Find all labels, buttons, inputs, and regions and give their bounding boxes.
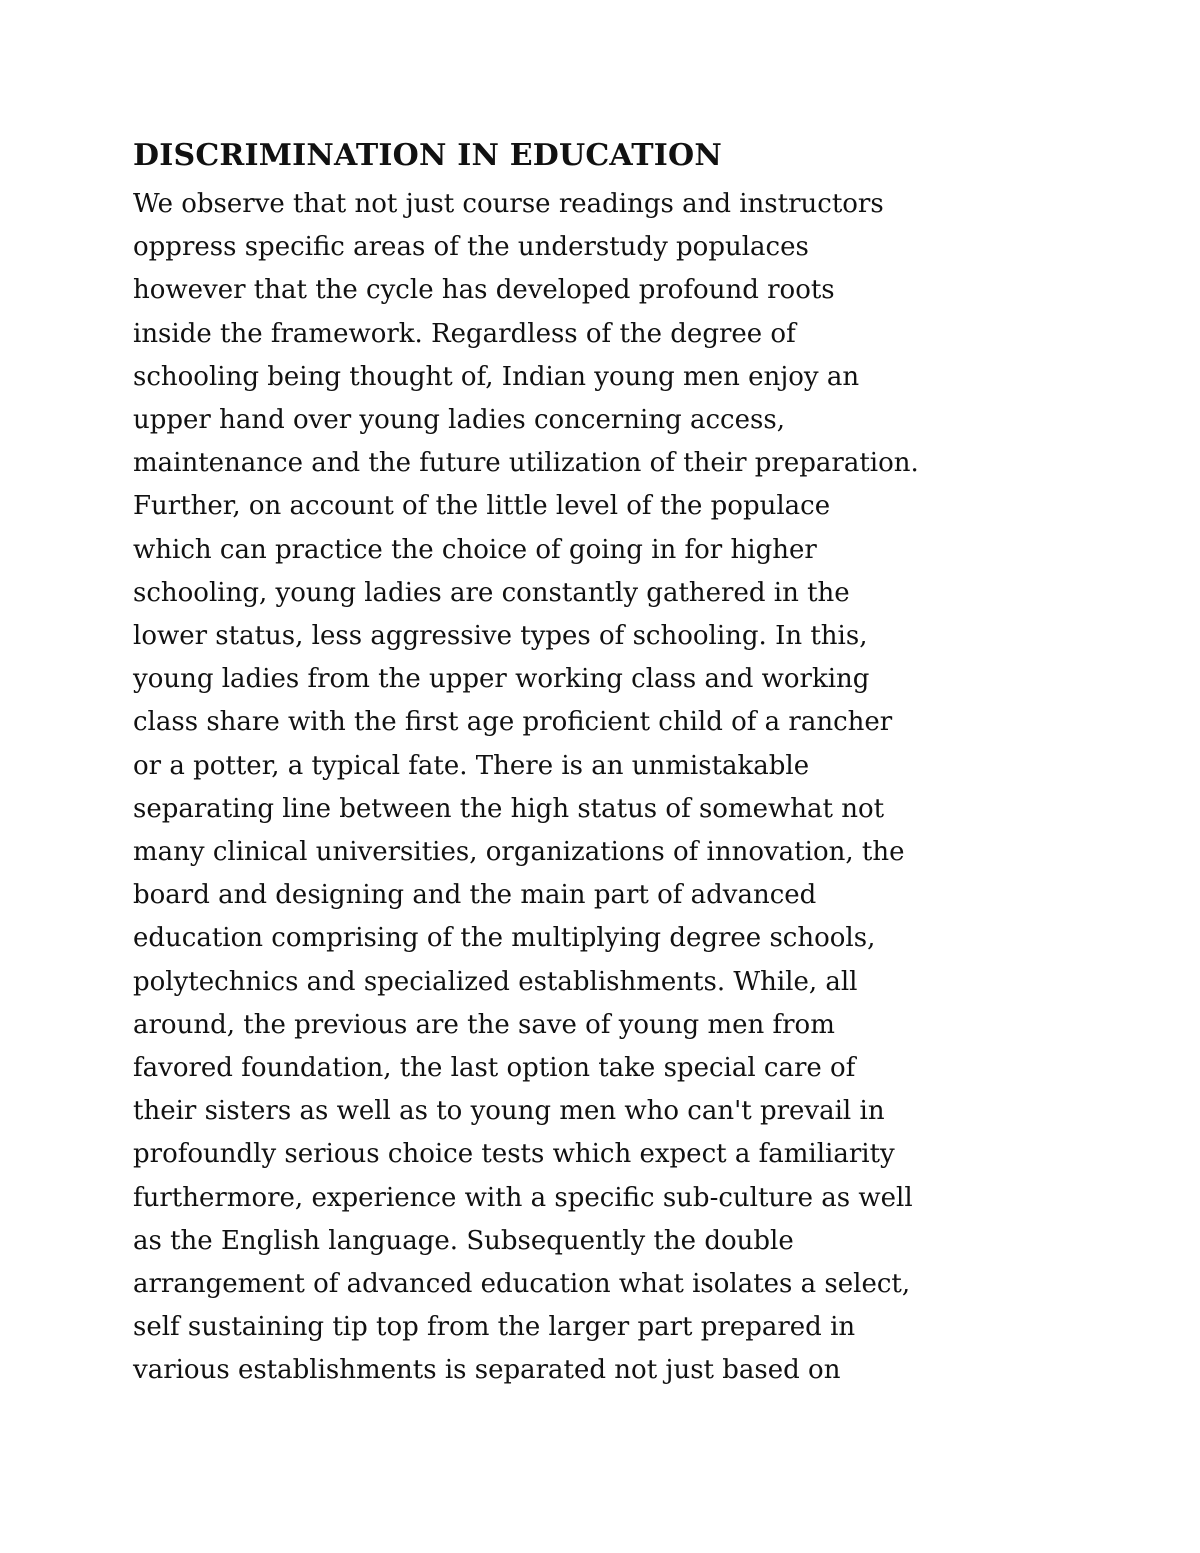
body-line: polytechnics and specialized establishments. While, all xyxy=(133,966,858,997)
body-line: self sustaining tip top from the larger part prepared in xyxy=(133,1312,856,1343)
body-line: maintenance and the future utilization of their preparation. xyxy=(133,448,919,479)
body-line: class share with the first age proficient child of a rancher xyxy=(133,707,893,738)
document-content xyxy=(133,132,1033,1393)
body-line: Further, on account of the little level of the populace xyxy=(133,491,831,522)
body-line: schooling, young ladies are constantly gathered in the xyxy=(133,577,850,608)
body-line: furthermore, experience with a specific sub-culture as well xyxy=(133,1182,913,1213)
body-line: or a potter, a typical fate. There is an unmistakable xyxy=(133,750,810,781)
body-line: schooling being thought of, Indian young men enjoy an xyxy=(133,361,860,392)
body-line: around, the previous are the save of young men from xyxy=(133,1009,835,1040)
body-line: board and designing and the main part of advanced xyxy=(133,880,817,911)
body-line: however that the cycle has developed profound roots xyxy=(133,275,835,306)
body-line: upper hand over young ladies concerning access, xyxy=(133,405,785,436)
body-line: We observe that not just course readings and instructors xyxy=(133,189,884,219)
body-line: their sisters as well as to young men who can't prevail in xyxy=(133,1096,885,1127)
body-line: which can practice the choice of going in for higher xyxy=(133,534,817,565)
body-line: education comprising of the multiplying degree schools, xyxy=(133,923,876,954)
body-line: various establishments is separated not just based on xyxy=(133,1355,841,1386)
body-line: as the English language. Subsequently the double xyxy=(133,1225,794,1256)
document-title: DISCRIMINATION IN EDUCATION xyxy=(133,138,722,173)
body-line: young ladies from the upper working class and working xyxy=(133,664,870,695)
body-line: favored foundation, the last option take special care of xyxy=(133,1053,856,1084)
body-paragraph xyxy=(133,183,1033,1393)
body-line: arrangement of advanced education what isolates a select, xyxy=(133,1269,911,1300)
body-line: oppress specific areas of the understudy populaces xyxy=(133,232,809,263)
body-line: lower status, less aggressive types of schooling. In this, xyxy=(133,621,868,652)
body-line: many clinical universities, organizations of innovation, the xyxy=(133,837,905,868)
body-line: separating line between the high status of somewhat not xyxy=(133,793,885,824)
body-line: profoundly serious choice tests which expect a familiarity xyxy=(133,1139,895,1170)
body-line: inside the framework. Regardless of the degree of xyxy=(133,318,796,349)
